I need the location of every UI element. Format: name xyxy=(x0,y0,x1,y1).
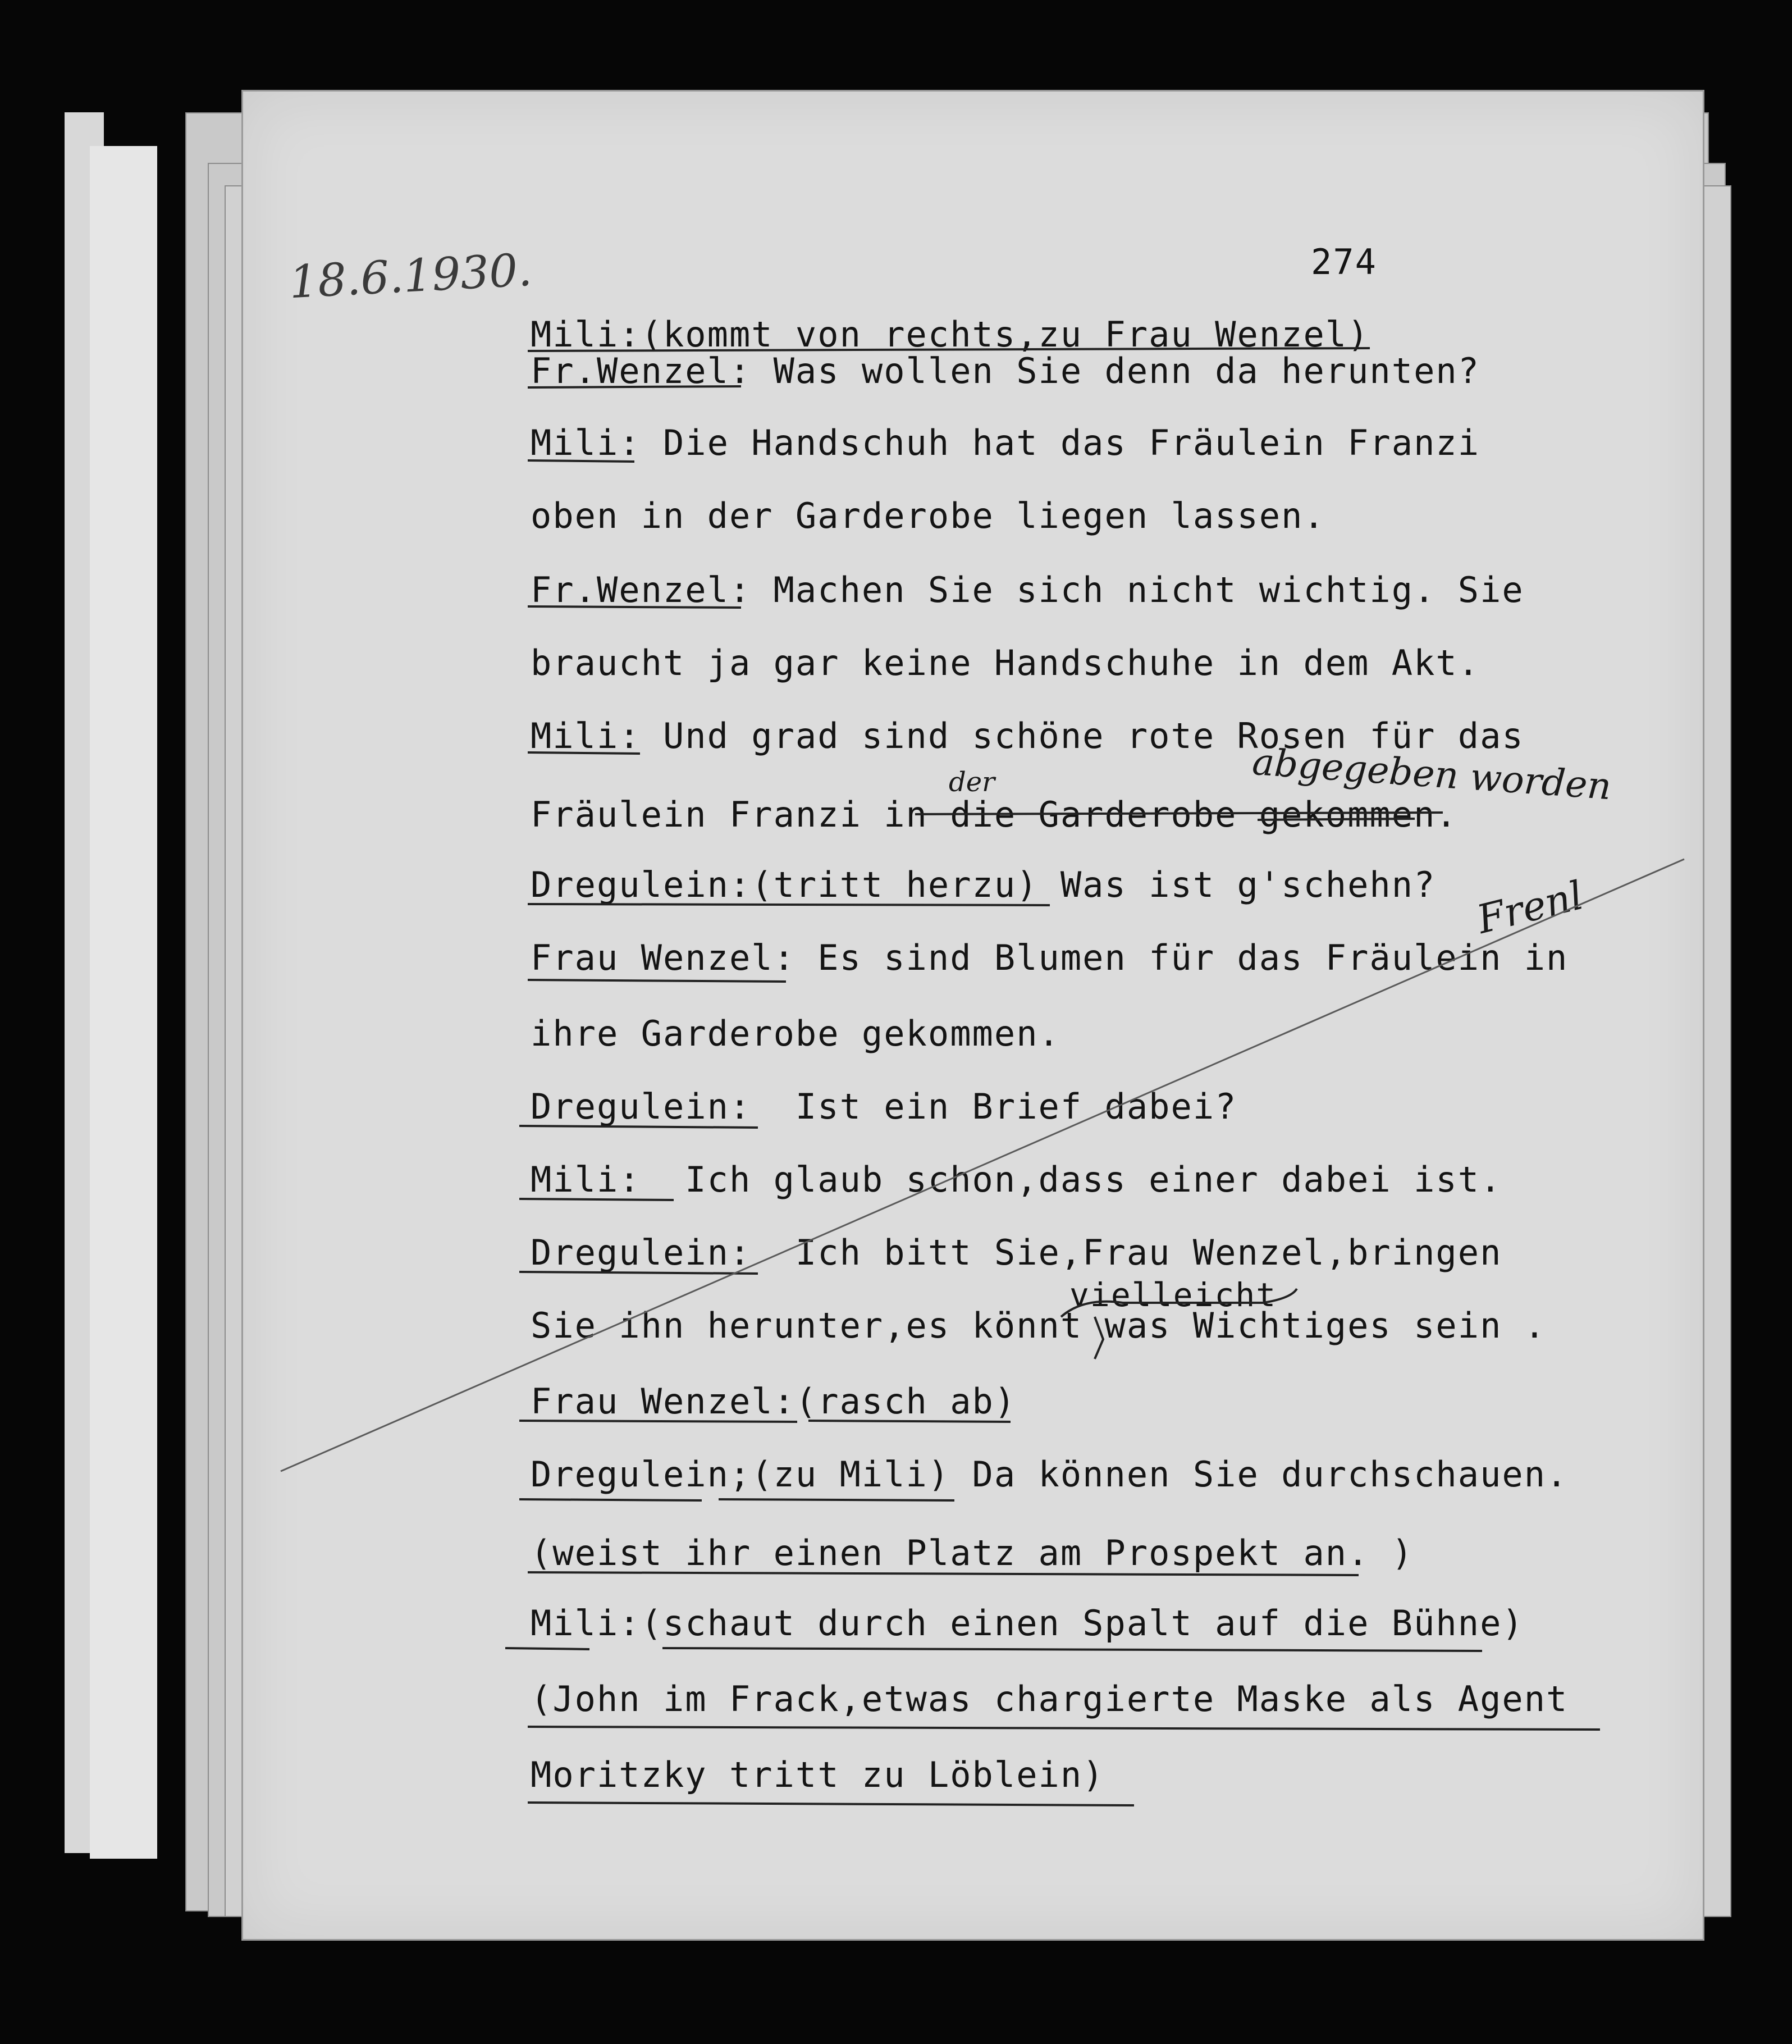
handwritten-insertion: Frenl xyxy=(1472,872,1588,943)
handwritten-date: 18.6.1930. xyxy=(287,243,533,309)
underline xyxy=(719,1499,954,1500)
text-line: Dregulein: Ist ein Brief dabei? xyxy=(531,1086,1237,1127)
page-number: 274 xyxy=(1311,241,1377,282)
text-line: Mili: Und grad sind schöne rote Rosen für das xyxy=(531,715,1524,756)
text-line: Mili:(kommt von rechts,zu Frau Wenzel) xyxy=(531,314,1370,355)
text-line: Fr.Wenzel: Machen Sie sich nicht wichtig. Sie xyxy=(531,569,1524,610)
typed-insertion: vielleicht xyxy=(1069,1276,1277,1314)
underline xyxy=(528,752,640,754)
text-line: Mili:(schaut durch einen Spalt auf die Bühne) xyxy=(531,1603,1524,1644)
underline xyxy=(528,1803,1134,1805)
insertion-caret xyxy=(1095,1317,1103,1359)
underline xyxy=(528,460,634,462)
text-line: Frau Wenzel: Es sind Blumen für das Fräulein in xyxy=(531,937,1569,978)
underline xyxy=(519,1126,758,1128)
text-line: Sie ihn herunter,es könnt was Wichtiges sein . xyxy=(531,1305,1547,1346)
brace-mark xyxy=(1061,1289,1297,1317)
text-line: ihre Garderobe gekommen. xyxy=(531,1013,1060,1054)
text-line: Dregulein:(tritt herzu) Was ist g'schehn? xyxy=(531,864,1436,905)
text-line: (John im Frack,etwas chargierte Maske als Agent xyxy=(531,1678,1569,1719)
text-line: braucht ja gar keine Handschuhe in dem Akt. xyxy=(531,642,1480,683)
underline xyxy=(528,980,786,982)
underline xyxy=(662,1648,1482,1651)
underline xyxy=(519,1499,702,1500)
text-line: (weist ihr einen Platz am Prospekt an. ) xyxy=(531,1532,1414,1573)
text-line: Mili: Die Handschuh hat das Fräulein Franzi xyxy=(531,422,1480,463)
underline xyxy=(528,904,1050,905)
strike-through xyxy=(1258,819,1415,820)
underline xyxy=(528,606,741,608)
underline xyxy=(505,1648,589,1649)
text-line: Fräulein Franzi in die Garderobe gekommen. xyxy=(531,794,1458,835)
text-line: oben in der Garderobe liegen lassen. xyxy=(531,495,1325,536)
underline xyxy=(519,1272,758,1274)
text-line: Moritzky tritt zu Löblein) xyxy=(531,1754,1105,1795)
text-line: Mili: Ich glaub schon,dass einer dabei ist. xyxy=(531,1159,1502,1200)
underline xyxy=(528,1572,1359,1575)
diagonal-pencil-line xyxy=(281,859,1684,1471)
underline xyxy=(519,1421,797,1422)
underline xyxy=(528,348,1370,351)
text-line: Dregulein;(zu Mili) Da können Sie durchschauen. xyxy=(531,1454,1569,1495)
underline xyxy=(528,1727,1600,1730)
strike-through xyxy=(915,813,1443,814)
underline xyxy=(528,386,741,387)
text-line: Fr.Wenzel: Was wollen Sie denn da herunten? xyxy=(531,350,1480,391)
handwritten-insertion: abgegeben worden xyxy=(1251,740,1613,809)
underline xyxy=(808,1421,1011,1422)
handwritten-insertion: der xyxy=(949,766,995,798)
underline xyxy=(519,1199,674,1200)
text-line: Dregulein: Ich bitt Sie,Frau Wenzel,bringen xyxy=(531,1232,1502,1273)
text-line: Frau Wenzel:(rasch ab) xyxy=(531,1381,1017,1422)
